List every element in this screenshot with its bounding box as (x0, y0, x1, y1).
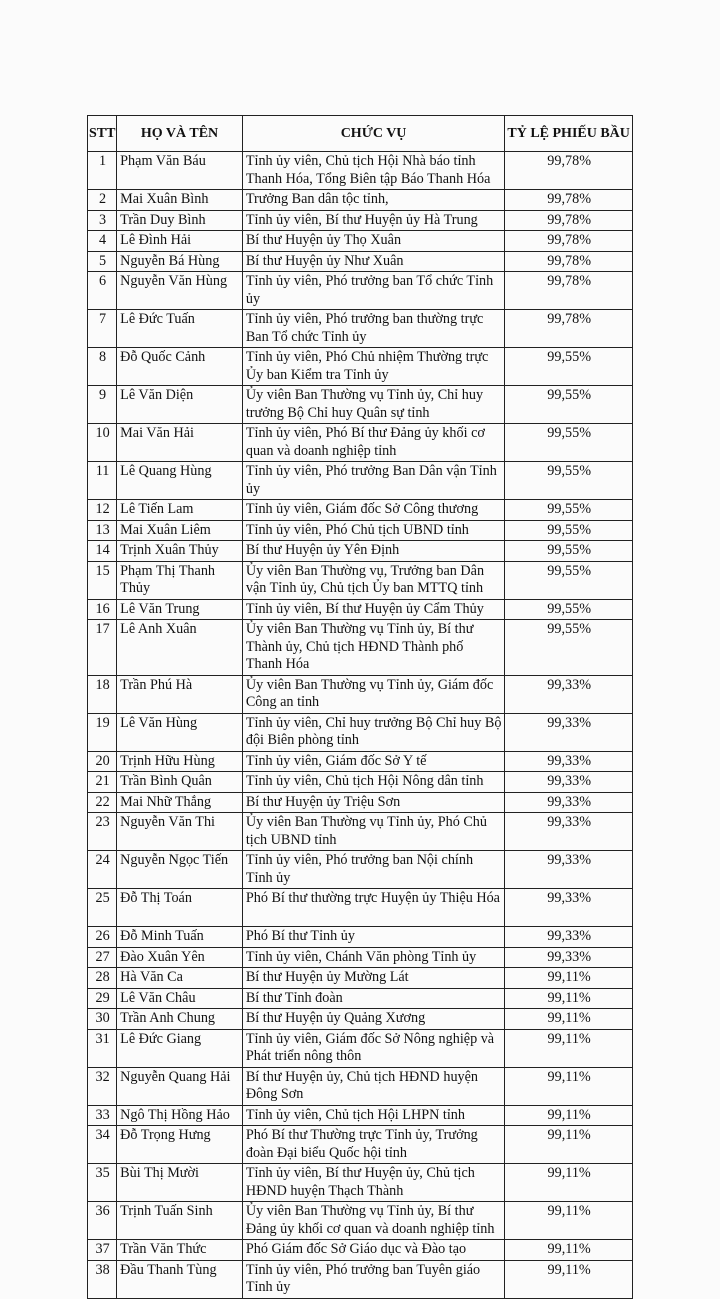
row-stt: 25 (88, 889, 117, 927)
row-percent: 99,55% (505, 462, 633, 500)
row-name: Trần Duy Bình (117, 210, 243, 231)
row-position: Tỉnh ủy viên, Bí thư Huyện ủy Hà Trung (242, 210, 504, 231)
row-position: Tỉnh ủy viên, Chủ tịch Hội Nhà báo tỉnh Thanh Hóa, Tổng Biên tập Báo Thanh Hóa (242, 152, 504, 190)
row-name: Trịnh Tuấn Sinh (117, 1202, 243, 1240)
header-position: CHỨC VỤ (242, 116, 504, 152)
row-percent: 99,55% (505, 500, 633, 521)
row-name: Đỗ Trọng Hưng (117, 1126, 243, 1164)
row-position: Phó Bí thư Thường trực Tỉnh ủy, Trưởng đoàn Đại biểu Quốc hội tỉnh (242, 1126, 504, 1164)
table-row (88, 889, 633, 927)
table-row (88, 272, 633, 310)
row-position: Tỉnh ủy viên, Phó Chủ tịch UBND tỉnh (242, 520, 504, 541)
row-position: Bí thư Huyện ủy Yên Định (242, 541, 504, 562)
row-name: Lê Văn Hùng (117, 713, 243, 751)
table-row (88, 947, 633, 968)
table-row (88, 968, 633, 989)
row-stt: 27 (88, 947, 117, 968)
row-position: Ủy viên Ban Thường vụ Tỉnh ủy, Phó Chủ tịch UBND tỉnh (242, 813, 504, 851)
row-stt: 38 (88, 1260, 117, 1298)
row-position: Tỉnh ủy viên, Giám đốc Sở Công thương (242, 500, 504, 521)
row-stt: 32 (88, 1067, 117, 1105)
row-position: Phó Giám đốc Sở Giáo dục và Đào tạo (242, 1240, 504, 1261)
header-name: HỌ VÀ TÊN (117, 116, 243, 152)
table-row (88, 500, 633, 521)
row-stt: 17 (88, 620, 117, 676)
row-position: Tỉnh ủy viên, Phó trưởng ban Tổ chức Tỉnh ủy (242, 272, 504, 310)
row-name: Lê Anh Xuân (117, 620, 243, 676)
row-position: Ủy viên Ban Thường vụ Tỉnh ủy, Giám đốc Công an tỉnh (242, 675, 504, 713)
row-percent: 99,55% (505, 541, 633, 562)
row-percent: 99,55% (505, 620, 633, 676)
table-row (88, 620, 633, 676)
row-percent: 99,33% (505, 947, 633, 968)
row-name: Trần Văn Thức (117, 1240, 243, 1261)
table-row (88, 927, 633, 948)
row-position: Bí thư Huyện ủy, Chủ tịch HĐND huyện Đông Sơn (242, 1067, 504, 1105)
row-percent: 99,11% (505, 1105, 633, 1126)
row-stt: 31 (88, 1029, 117, 1067)
row-percent: 99,11% (505, 1126, 633, 1164)
row-position: Tỉnh ủy viên, Bí thư Huyện ủy, Chủ tịch HĐND huyện Thạch Thành (242, 1164, 504, 1202)
row-percent: 99,78% (505, 251, 633, 272)
table-row (88, 988, 633, 1009)
row-name: Mai Xuân Bình (117, 190, 243, 211)
row-stt: 22 (88, 792, 117, 813)
row-percent: 99,33% (505, 772, 633, 793)
row-position: Bí thư Huyện ủy Thọ Xuân (242, 231, 504, 252)
row-percent: 99,78% (505, 231, 633, 252)
row-name: Mai Nhữ Thắng (117, 792, 243, 813)
table-body (88, 152, 633, 1299)
row-position: Ủy viên Ban Thường vụ Tỉnh ủy, Bí thư Thành ủy, Chủ tịch HĐND Thành phố Thanh Hóa (242, 620, 504, 676)
table-row (88, 210, 633, 231)
table-row (88, 520, 633, 541)
table-row (88, 348, 633, 386)
row-percent: 99,78% (505, 210, 633, 231)
table-row (88, 1009, 633, 1030)
row-stt: 35 (88, 1164, 117, 1202)
row-name: Lê Văn Châu (117, 988, 243, 1009)
row-percent: 99,11% (505, 1240, 633, 1261)
table-row (88, 1126, 633, 1164)
row-percent: 99,33% (505, 713, 633, 751)
row-position: Tỉnh ủy viên, Giám đốc Sở Y tế (242, 751, 504, 772)
row-percent: 99,55% (505, 561, 633, 599)
row-name: Đào Xuân Yên (117, 947, 243, 968)
row-percent: 99,33% (505, 813, 633, 851)
row-position: Bí thư Huyện ủy Mường Lát (242, 968, 504, 989)
row-position: Tỉnh ủy viên, Giám đốc Sở Nông nghiệp và Phát triển nông thôn (242, 1029, 504, 1067)
row-position: Tỉnh ủy viên, Phó Chủ nhiệm Thường trực Ủy ban Kiểm tra Tỉnh ủy (242, 348, 504, 386)
table-row (88, 851, 633, 889)
row-position: Tỉnh ủy viên, Chủ tịch Hội Nông dân tỉnh (242, 772, 504, 793)
row-stt: 18 (88, 675, 117, 713)
row-percent: 99,33% (505, 851, 633, 889)
row-position: Tỉnh ủy viên, Chỉ huy trưởng Bộ Chỉ huy Bộ đội Biên phòng tỉnh (242, 713, 504, 751)
header-row (88, 116, 633, 152)
row-percent: 99,11% (505, 988, 633, 1009)
row-name: Đỗ Minh Tuấn (117, 927, 243, 948)
row-position: Tỉnh ủy viên, Phó trưởng Ban Dân vận Tỉnh ủy (242, 462, 504, 500)
row-percent: 99,78% (505, 152, 633, 190)
row-percent: 99,11% (505, 1164, 633, 1202)
row-stt: 9 (88, 386, 117, 424)
row-percent: 99,55% (505, 348, 633, 386)
row-name: Trịnh Hữu Hùng (117, 751, 243, 772)
row-position: Tỉnh ủy viên, Chủ tịch Hội LHPN tỉnh (242, 1105, 504, 1126)
table-row (88, 152, 633, 190)
table-row (88, 1202, 633, 1240)
row-position: Bí thư Huyện ủy Như Xuân (242, 251, 504, 272)
row-stt: 12 (88, 500, 117, 521)
row-name: Mai Xuân Liêm (117, 520, 243, 541)
row-name: Phạm Văn Báu (117, 152, 243, 190)
row-position: Trưởng Ban dân tộc tỉnh, (242, 190, 504, 211)
table-row (88, 310, 633, 348)
row-percent: 99,33% (505, 675, 633, 713)
row-stt: 15 (88, 561, 117, 599)
table-row (88, 231, 633, 252)
row-percent: 99,55% (505, 386, 633, 424)
row-position: Tỉnh ủy viên, Phó Bí thư Đảng ủy khối cơ quan và doanh nghiệp tỉnh (242, 424, 504, 462)
row-position: Tỉnh ủy viên, Phó trưởng ban Tuyên giáo Tỉnh ủy (242, 1260, 504, 1298)
row-name: Trần Anh Chung (117, 1009, 243, 1030)
table-row (88, 813, 633, 851)
row-percent: 99,33% (505, 889, 633, 927)
table-row (88, 1164, 633, 1202)
row-name: Mai Văn Hải (117, 424, 243, 462)
row-percent: 99,11% (505, 1029, 633, 1067)
row-stt: 34 (88, 1126, 117, 1164)
row-stt: 13 (88, 520, 117, 541)
row-percent: 99,33% (505, 927, 633, 948)
row-name: Lê Tiến Lam (117, 500, 243, 521)
header-percent: TỶ LỆ PHIẾU BẦU (505, 116, 633, 152)
row-stt: 33 (88, 1105, 117, 1126)
table-row (88, 386, 633, 424)
row-stt: 30 (88, 1009, 117, 1030)
row-position: Tỉnh ủy viên, Chánh Văn phòng Tỉnh ủy (242, 947, 504, 968)
table-row (88, 1067, 633, 1105)
row-position: Bí thư Tỉnh đoàn (242, 988, 504, 1009)
row-stt: 16 (88, 599, 117, 620)
table-row (88, 1105, 633, 1126)
row-name: Phạm Thị Thanh Thủy (117, 561, 243, 599)
table-row (88, 424, 633, 462)
row-name: Lê Quang Hùng (117, 462, 243, 500)
row-stt: 2 (88, 190, 117, 211)
row-stt: 28 (88, 968, 117, 989)
row-stt: 29 (88, 988, 117, 1009)
row-stt: 11 (88, 462, 117, 500)
row-position: Phó Bí thư Tỉnh ủy (242, 927, 504, 948)
row-stt: 5 (88, 251, 117, 272)
row-stt: 19 (88, 713, 117, 751)
row-stt: 21 (88, 772, 117, 793)
row-stt: 6 (88, 272, 117, 310)
row-percent: 99,11% (505, 1067, 633, 1105)
table-row (88, 190, 633, 211)
row-percent: 99,78% (505, 272, 633, 310)
row-stt: 37 (88, 1240, 117, 1261)
row-name: Hà Văn Ca (117, 968, 243, 989)
header-stt: STT (88, 116, 117, 152)
table-row (88, 772, 633, 793)
election-results-table (87, 115, 633, 1299)
row-stt: 23 (88, 813, 117, 851)
row-percent: 99,11% (505, 1009, 633, 1030)
row-name: Lê Văn Diện (117, 386, 243, 424)
table-row (88, 462, 633, 500)
table-row (88, 792, 633, 813)
row-percent: 99,11% (505, 968, 633, 989)
table-row (88, 751, 633, 772)
table-row (88, 541, 633, 562)
row-position: Bí thư Huyện ủy Triệu Sơn (242, 792, 504, 813)
row-position: Tỉnh ủy viên, Phó trưởng ban thường trực Ban Tổ chức Tỉnh ủy (242, 310, 504, 348)
row-name: Bùi Thị Mười (117, 1164, 243, 1202)
row-position: Tỉnh ủy viên, Bí thư Huyện ủy Cẩm Thủy (242, 599, 504, 620)
row-percent: 99,55% (505, 520, 633, 541)
row-stt: 8 (88, 348, 117, 386)
row-name: Lê Đình Hải (117, 231, 243, 252)
row-name: Nguyễn Văn Hùng (117, 272, 243, 310)
row-stt: 4 (88, 231, 117, 252)
row-percent: 99,11% (505, 1260, 633, 1298)
row-percent: 99,33% (505, 751, 633, 772)
row-name: Nguyễn Văn Thi (117, 813, 243, 851)
row-name: Đỗ Thị Toán (117, 889, 243, 927)
table-row (88, 561, 633, 599)
row-percent: 99,55% (505, 424, 633, 462)
row-stt: 26 (88, 927, 117, 948)
row-position: Bí thư Huyện ủy Quảng Xương (242, 1009, 504, 1030)
table-row (88, 599, 633, 620)
row-name: Trần Phú Hà (117, 675, 243, 713)
row-stt: 10 (88, 424, 117, 462)
row-name: Lê Đức Giang (117, 1029, 243, 1067)
row-name: Trần Bình Quân (117, 772, 243, 793)
row-name: Đầu Thanh Tùng (117, 1260, 243, 1298)
table-row (88, 1240, 633, 1261)
row-stt: 3 (88, 210, 117, 231)
row-stt: 1 (88, 152, 117, 190)
row-percent: 99,33% (505, 792, 633, 813)
row-stt: 7 (88, 310, 117, 348)
row-position: Phó Bí thư thường trực Huyện ủy Thiệu Hóa (242, 889, 504, 927)
row-stt: 20 (88, 751, 117, 772)
row-name: Đỗ Quốc Cảnh (117, 348, 243, 386)
row-name: Trịnh Xuân Thủy (117, 541, 243, 562)
row-name: Lê Văn Trung (117, 599, 243, 620)
table-row (88, 675, 633, 713)
table-row (88, 713, 633, 751)
row-name: Ngô Thị Hồng Hảo (117, 1105, 243, 1126)
row-position: Tỉnh ủy viên, Phó trưởng ban Nội chính Tỉnh ủy (242, 851, 504, 889)
row-position: Ủy viên Ban Thường vụ Tỉnh ủy, Chỉ huy trưởng Bộ Chỉ huy Quân sự tỉnh (242, 386, 504, 424)
row-position: Ủy viên Ban Thường vụ Tỉnh ủy, Bí thư Đảng ủy khối cơ quan và doanh nghiệp tỉnh (242, 1202, 504, 1240)
row-percent: 99,11% (505, 1202, 633, 1240)
row-name: Nguyễn Ngọc Tiến (117, 851, 243, 889)
row-stt: 36 (88, 1202, 117, 1240)
table-row (88, 1260, 633, 1298)
row-percent: 99,78% (505, 190, 633, 211)
row-stt: 24 (88, 851, 117, 889)
row-name: Nguyễn Quang Hải (117, 1067, 243, 1105)
row-position: Ủy viên Ban Thường vụ, Trưởng ban Dân vận Tỉnh ủy, Chủ tịch Ủy ban MTTQ tỉnh (242, 561, 504, 599)
row-stt: 14 (88, 541, 117, 562)
row-name: Lê Đức Tuấn (117, 310, 243, 348)
table-row (88, 1029, 633, 1067)
row-percent: 99,55% (505, 599, 633, 620)
row-percent: 99,78% (505, 310, 633, 348)
table-row (88, 251, 633, 272)
row-name: Nguyễn Bá Hùng (117, 251, 243, 272)
